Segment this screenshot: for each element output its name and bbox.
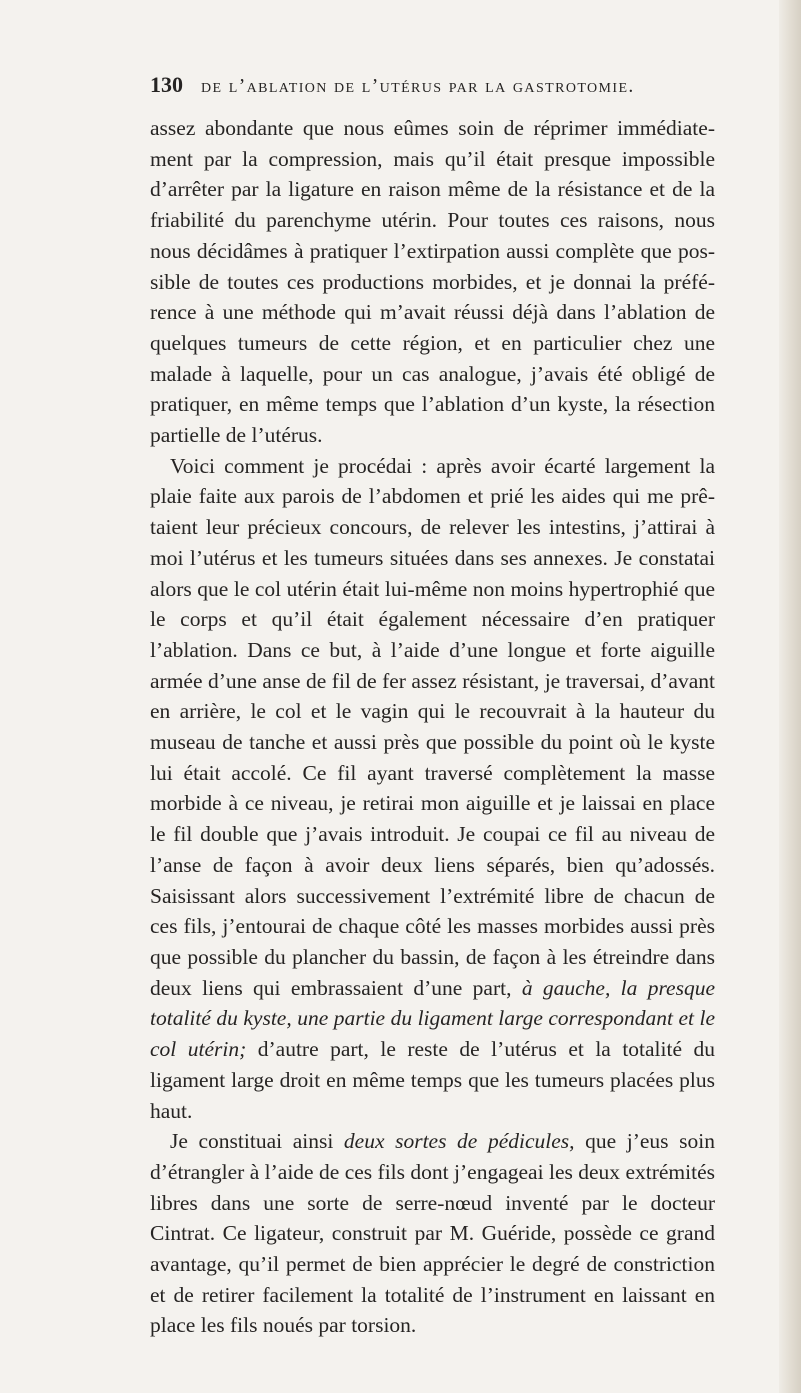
body-text — [150, 113, 715, 1341]
paragraph-2-text-a: Voici comment je procédai : après avoir écarté largement la plaie faite aux parois de l’abdomen et prié les aides qui me prêtaient leur précieux concours, de relever les intestins, j’attirai à moi l’utérus et les tumeurs situées dans ses annexes. Je constatai alors que le col utérin était lui-même non moins hypertrophié que le corps et qu’il était également nécessaire d’en pratiquer l’ablation. Dans ce but, à l’aide d’une longue et forte aiguille armée d’une anse de fil de fer assez résistant, je traversai, d’avant en arrière, le col et le vagin qui le recouvrait à la hauteur du museau de tanche et aussi près que possible du point où le kyste lui était accolé. Ce fil ayant traversé complètement la masse morbide à ce niveau, je retirai mon aiguille et je laissai en place le fil double que j’avais introduit. Je coupai ce fil au niveau de l’anse de façon à avoir deux liens séparés, bien qu’adossés. Saisissant alors successivement l’extrémité libre de chacun de ces fils, j’entourai de chaque côté les masses morbides aussi près que possible du plancher du bassin, de façon à les étreindre dans deux liens qui embrassaient d’une part, — [150, 453, 715, 1000]
paragraph-1 — [150, 113, 715, 451]
page-edge-shadow — [779, 0, 801, 1393]
running-head — [150, 72, 710, 98]
running-title: de l’ablation de l’utérus par la gastrotomie. — [201, 76, 635, 97]
paragraph-2-text-b: d’autre part, le reste de l’utérus et la totalité du ligament large droit en même temps que les tumeurs placées plus haut. — [150, 1037, 715, 1123]
paragraph-3-text-b: que j’eus soin d’étrangler à l’aide de ces fils dont j’engageai les deux extrémités libres dans une sorte de serre-nœud inventé par le docteur Cintrat. Ce ligateur, construit par M. Guéride, possède ce grand avantage, qu’il permet de bien apprécier le degré de constriction et de retirer facilement la totalité de l’instrument en laissant en place les fils noués par torsion. — [150, 1129, 715, 1338]
paragraph-2 — [150, 451, 715, 1126]
page-number: 130 — [150, 72, 183, 97]
paragraph-1-text: assez abondante que nous eûmes soin de réprimer immédiatement par la compression, mais qu’il était presque impossible d’arrêter par la ligature en raison même de la résistance et de la friabilité du parenchyme utérin. Pour toutes ces raisons, nous nous décidâmes à pratiquer l’extirpation aussi complète que possible de toutes ces productions morbides, et je donnai la préférence à une méthode qui m’avait réussi déjà dans l’ablation de quelques tumeurs de cette région, et en particulier chez une malade à laquelle, pour un cas analogue, j’avais été obligé de pratiquer, en même temps que l’ablation d’un kyste, la résection partielle de l’utérus. — [150, 116, 715, 448]
paragraph-3-text-a: Je constituai ainsi — [170, 1129, 344, 1154]
paragraph-3 — [150, 1126, 715, 1341]
paragraph-3-italic: deux sortes de pédicules, — [343, 1129, 575, 1154]
paragraph-2-italic: à gauche, la presque totalité du kyste, une partie du ligament large correspondant et le col utérin; — [150, 975, 715, 1062]
